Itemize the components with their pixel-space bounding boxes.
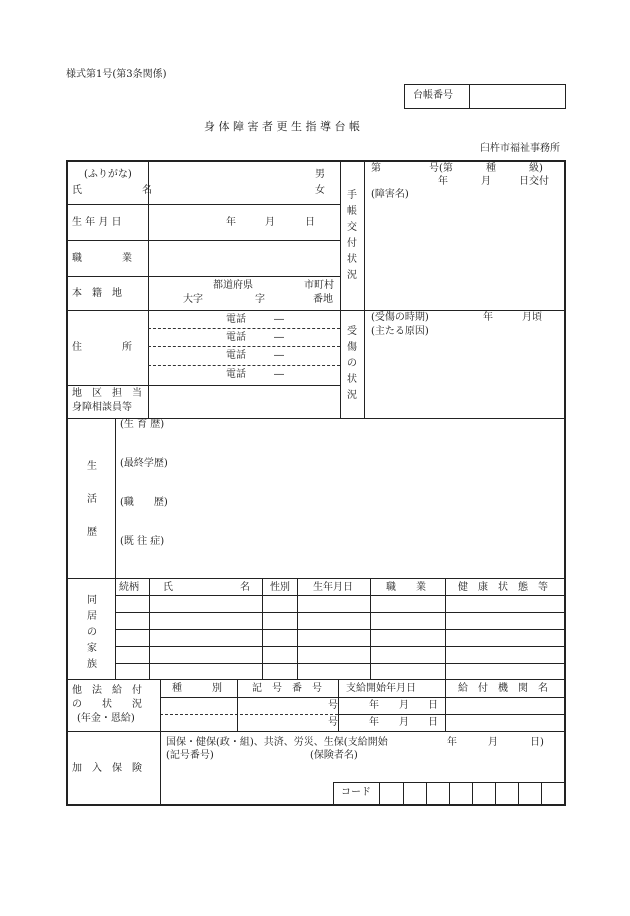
name-label: 氏 名	[72, 185, 152, 196]
other-law-year-unit: 年	[369, 717, 379, 728]
domicile-oaza: 大字	[183, 294, 203, 305]
domicile-city: 市町村	[304, 280, 334, 291]
injury-vertical-label: 受 傷 の 状 況	[347, 326, 357, 401]
district-label-line2: 身障相談員等	[72, 402, 132, 413]
domicile-label: 本 籍 地	[72, 288, 122, 299]
furigana-label: (ふりがな)	[84, 169, 132, 180]
other-law-month-unit: 月	[399, 700, 409, 711]
other-law-day-unit: 日	[428, 700, 438, 711]
insurance-year-unit: 年	[447, 737, 457, 748]
family-vertical-label: 同 居 の 家 族	[87, 595, 97, 670]
district-label-line1: 地 区 担 当	[72, 388, 142, 399]
address-phone-dash: ―	[274, 332, 284, 343]
sex-male[interactable]: 男	[315, 169, 325, 180]
handbook-vertical-label: 手 帳 交 付 状 況	[347, 190, 357, 281]
other-law-go-unit: 号	[328, 700, 338, 711]
handbook-kind: 種	[486, 163, 496, 174]
other-law-year-unit: 年	[369, 700, 379, 711]
form-number: 様式第1号(第3条関係)	[66, 69, 167, 80]
handbook-issued: 日交付	[519, 176, 549, 187]
address-phone-label: 電話	[226, 314, 246, 325]
birth-day-unit: 日	[305, 217, 315, 228]
address-phone-dash: ―	[274, 369, 284, 380]
other-law-header-number: 記 号 番 号	[252, 683, 322, 694]
growth-history-label: (生 育 歴)	[120, 419, 165, 430]
medical-history-label: (既 往 症)	[120, 536, 165, 547]
family-header-birth: 生年月日	[313, 582, 353, 593]
address-phone-label: 電話	[226, 369, 246, 380]
insurance-symbol-label: (記号番号)	[166, 750, 214, 761]
family-header-relation: 続柄	[119, 582, 139, 593]
job-history-label: (職 歴)	[120, 497, 168, 508]
disability-name-label: (障害名)	[371, 189, 409, 200]
page-title: 身 体 障 害 者 更 生 指 導 台 帳	[204, 120, 360, 133]
address-phone-label: 電話	[226, 350, 246, 361]
handbook-month-unit: 月	[481, 176, 491, 187]
injury-cause-label: (主たる原因)	[371, 326, 429, 337]
handbook-year-unit: 年	[438, 176, 448, 187]
insurer-name-label: (保険者名)	[310, 750, 358, 761]
sex-female[interactable]: 女	[315, 185, 325, 196]
handbook-no-grade: 号(第	[429, 163, 453, 174]
handbook-grade: 級)	[529, 163, 543, 174]
other-law-day-unit: 日	[428, 717, 438, 728]
birth-month-unit: 月	[265, 217, 275, 228]
family-header-sex: 性別	[270, 582, 290, 593]
injury-time-label: (受傷の時期)	[371, 312, 429, 323]
family-header-family-name: 氏	[163, 582, 173, 593]
code-label: コード	[341, 787, 371, 798]
address-label: 住 所	[72, 342, 132, 353]
name-field[interactable]	[160, 174, 300, 196]
education-label: (最終学歴)	[120, 458, 168, 469]
other-law-header-start: 支給開始年月日	[346, 683, 416, 694]
family-header-occupation: 職 業	[386, 582, 426, 593]
family-header-given-name: 名	[240, 582, 250, 593]
domicile-pref: 都道府県	[213, 280, 253, 291]
family-header-health: 健 康 状 態 等	[458, 582, 548, 593]
domicile-aza: 字	[255, 294, 265, 305]
occupation-label: 職 業	[72, 253, 132, 264]
other-law-label-line1: 他 法 給 付	[72, 685, 142, 696]
birth-year-unit: 年	[226, 217, 236, 228]
occupation-field[interactable]	[160, 248, 330, 268]
address-phone-dash: ―	[274, 314, 284, 325]
other-law-label-line3: (年金・恩給)	[77, 713, 135, 724]
other-law-header-kind: 種 別	[172, 683, 222, 694]
injury-year-unit: 年	[483, 312, 493, 323]
address-phone-label: 電話	[226, 332, 246, 343]
address-phone-dash: ―	[274, 350, 284, 361]
other-law-header-agency: 給 付 機 関 名	[458, 683, 548, 694]
ledger-number-label: 台帳番号	[413, 90, 453, 101]
birth-date-label: 生 年 月 日	[72, 217, 122, 228]
other-law-go-unit: 号	[328, 717, 338, 728]
life-vertical-label: 生 活 歴	[87, 461, 97, 538]
office-name: 臼杵市福祉事務所	[480, 143, 560, 154]
insurance-label: 加 入 保 険	[72, 763, 142, 774]
injury-month-unit: 月頃	[522, 312, 542, 323]
insurance-month-unit: 月	[488, 737, 498, 748]
insurance-day-unit: 日)	[530, 737, 544, 748]
insurance-types: 国保・健保(政・組)、共済、労災、生保(支給開始	[166, 737, 388, 748]
other-law-label-line2: の 状 況	[72, 699, 142, 710]
other-law-month-unit: 月	[399, 717, 409, 728]
domicile-banchi: 番地	[313, 294, 333, 305]
handbook-no-prefix: 第	[371, 163, 381, 174]
